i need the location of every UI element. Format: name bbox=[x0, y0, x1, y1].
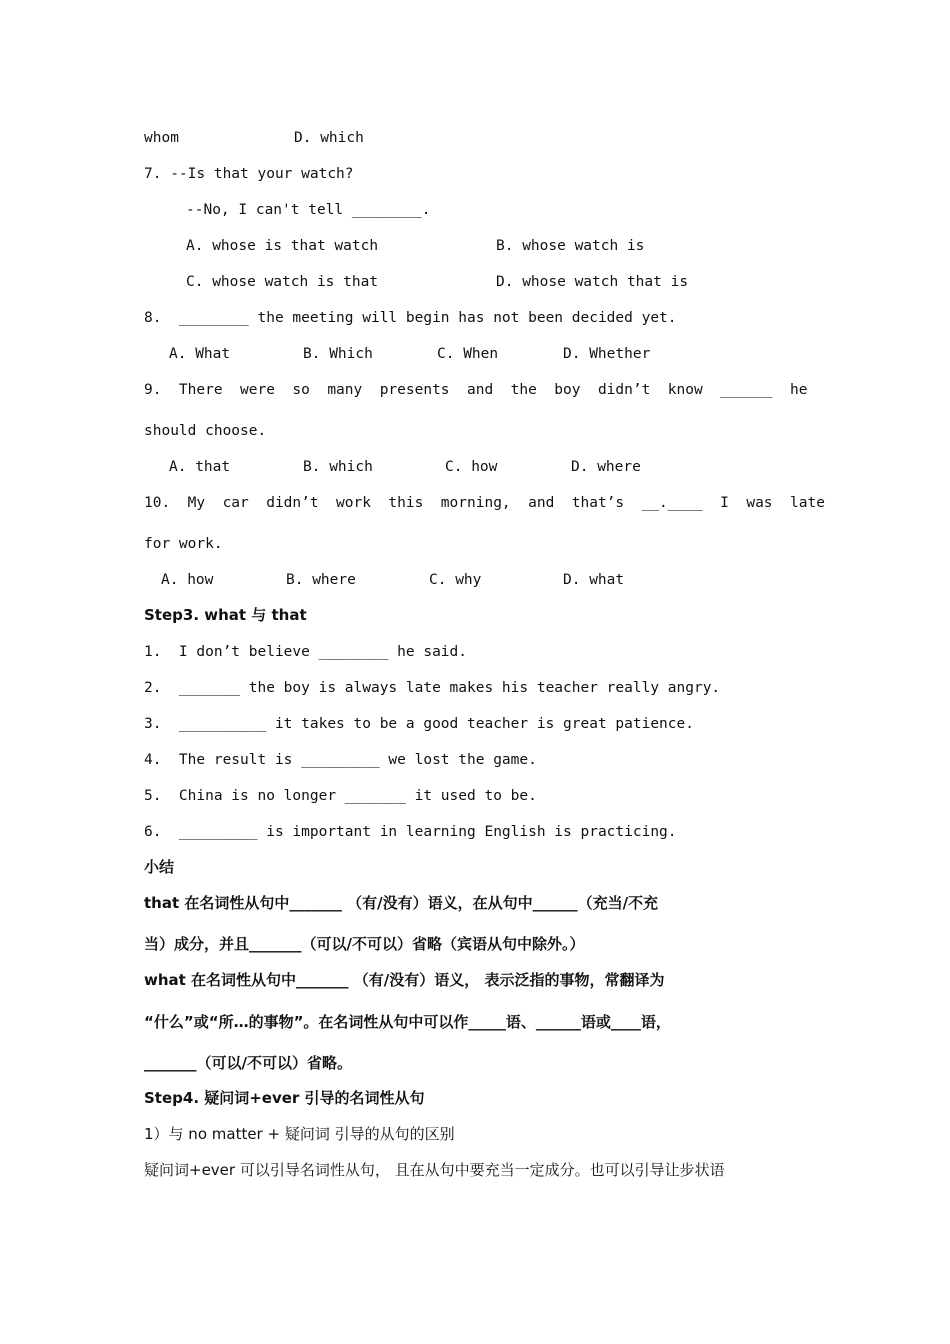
q8-option-a: A. What bbox=[169, 346, 231, 362]
q10-option-c: C. why bbox=[429, 572, 482, 588]
q10-question-line1: 10. My car didn’t work this morning, and that’s __.____ I was late bbox=[144, 495, 825, 511]
step4-title: Step4. 疑问词+ever 引导的名词性从句 bbox=[144, 1089, 425, 1107]
q6-option-d: D. which bbox=[294, 130, 364, 146]
q7-option-a: A. whose is that watch bbox=[186, 238, 379, 254]
q6-option-c: whom bbox=[144, 130, 179, 146]
step3-item-3: 3. __________ it takes to be a good teacher is great patience. bbox=[144, 716, 694, 732]
q8-option-c: C. When bbox=[437, 346, 499, 362]
q7-question: 7. --Is that your watch? bbox=[144, 166, 354, 182]
step4-text: 疑问词+ever 可以引导名词性从句， 且在从句中要充当一定成分。也可以引导让步状语 bbox=[144, 1161, 725, 1179]
summary-what-line2: “什么”或“所…的事物”。在名词性从句中可以作_____语、______语或____语， bbox=[144, 1013, 671, 1031]
q7-option-d: D. whose watch that is bbox=[496, 274, 689, 290]
summary-what-line3: _______（可以/不可以）省略。 bbox=[144, 1054, 352, 1072]
step3-title: Step3. what 与 that bbox=[144, 606, 307, 624]
q7-option-b: B. whose watch is bbox=[496, 238, 645, 254]
q8-question: 8. ________ the meeting will begin has not been decided yet. bbox=[144, 310, 677, 326]
step3-item-5: 5. China is no longer _______ it used to be. bbox=[144, 788, 537, 804]
q8-option-d: D. Whether bbox=[563, 346, 651, 362]
q10-option-d: D. what bbox=[563, 572, 625, 588]
summary-title: 小结 bbox=[144, 858, 175, 876]
summary-that-line2: 当）成分，并且_______（可以/不可以）省略（宾语从句中除外。） bbox=[144, 935, 585, 953]
q10-option-a: A. how bbox=[161, 572, 214, 588]
q10-option-b: B. where bbox=[286, 572, 356, 588]
q7-option-c: C. whose watch is that bbox=[186, 274, 379, 290]
step3-item-2: 2. _______ the boy is always late makes his teacher really angry. bbox=[144, 680, 721, 696]
q9-question-line1: 9. There were so many presents and the boy didn’t know ______ he bbox=[144, 382, 808, 398]
step3-item-6: 6. _________ is important in learning English is practicing. bbox=[144, 824, 677, 840]
q10-question-line2: for work. bbox=[144, 536, 223, 552]
step4-subtitle: 1）与 no matter + 疑问词 引导的从句的区别 bbox=[144, 1125, 455, 1143]
q9-option-c: C. how bbox=[445, 459, 498, 475]
q8-option-b: B. Which bbox=[303, 346, 373, 362]
q9-option-d: D. where bbox=[571, 459, 641, 475]
summary-what-line1: what 在名词性从句中_______ （有/没有）语义， 表示泛指的事物，常翻译为 bbox=[144, 971, 665, 989]
summary-that-line1: that 在名词性从句中_______ （有/没有）语义，在从句中______（充当/不充 bbox=[144, 894, 659, 912]
q9-option-b: B. which bbox=[303, 459, 373, 475]
q9-option-a: A. that bbox=[169, 459, 231, 475]
q9-question-line2: should choose. bbox=[144, 423, 267, 439]
step3-item-1: 1. I don’t believe ________ he said. bbox=[144, 644, 468, 660]
q7-reply: --No, I can't tell ________. bbox=[186, 202, 431, 218]
step3-item-4: 4. The result is _________ we lost the game. bbox=[144, 752, 537, 768]
